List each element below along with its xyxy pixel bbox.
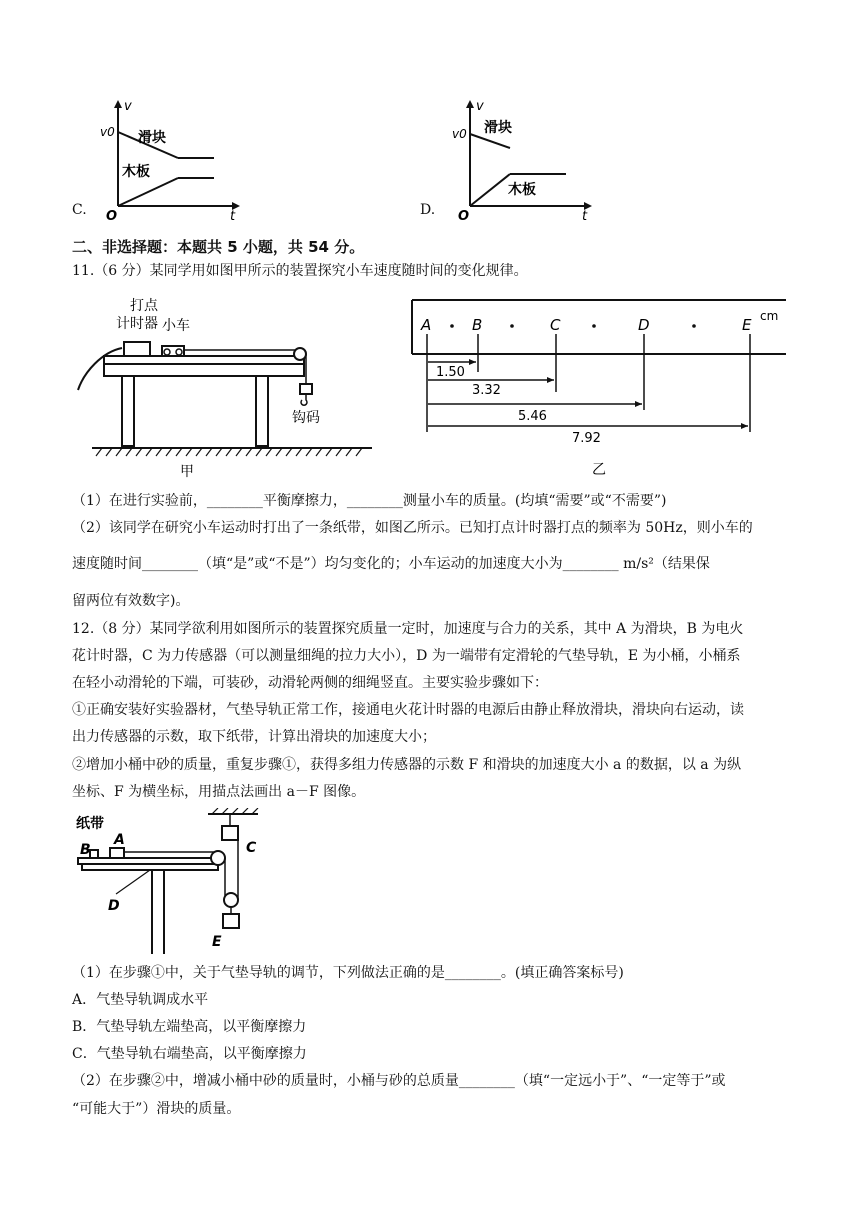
t-axis-label: t xyxy=(582,209,588,222)
slider-label: 滑块 xyxy=(138,130,166,146)
q12-option-b: B．气垫导轨左端垫高，以平衡摩擦力 xyxy=(72,1019,307,1035)
q11-part2-line2: 速度随时间________（填“是”或“不是”）均匀变化的；小车运动的加速度大小为________ m/s²（结果保 xyxy=(72,556,710,572)
q12-step1-line2: 出力传感器的示数，取下纸带，计算出滑块的加速度大小； xyxy=(72,729,436,745)
section-title: 二、非选择题：本题共 5 小题，共 54 分。 xyxy=(72,238,365,256)
q11-figure-yi xyxy=(406,292,786,482)
q12-part1: （1）在步骤①中，关于气垫导轨的调节，下列做法正确的是________。(填正确答案标号) xyxy=(72,965,624,981)
point-d: D xyxy=(638,316,650,334)
origin-label: O xyxy=(106,209,118,222)
q12-part2-line1: （2）在步骤②中，增减小桶中砂的质量时，小桶与砂的总质量________（填“一定远小于”、“一定等于”或 xyxy=(72,1073,726,1089)
dist-ae: 7.92 xyxy=(572,431,601,446)
label-a: A xyxy=(114,832,125,848)
q11-intro: 11.（6 分）某同学用如图甲所示的装置探究小车速度随时间的变化规律。 xyxy=(72,263,528,279)
point-b: B xyxy=(472,316,483,334)
dist-ac: 3.32 xyxy=(472,383,501,398)
t-axis-label: t xyxy=(230,209,236,222)
caption-yi: 乙 xyxy=(592,462,606,478)
q12-step2-line2: 坐标、F 为横坐标，用描点法画出 a－F 图像。 xyxy=(72,784,366,800)
q12-step1-line1: ①正确安装好实验器材，气垫导轨正常工作，接通电火花计时器的电源后由静止释放滑块，滑块向右运动，读 xyxy=(72,702,744,718)
v-axis-label: v xyxy=(124,99,132,114)
q12-step2-line1: ②增加小桶中砂的质量，重复步骤①，获得多组力传感器的示数 F 和滑块的加速度大小 a 的数据，以 a 为纵 xyxy=(72,757,742,773)
q11-figure-jia xyxy=(72,292,372,482)
point-a: A xyxy=(421,316,432,334)
q12-option-a: A．气垫导轨调成水平 xyxy=(72,992,209,1008)
point-c: C xyxy=(550,316,561,334)
q12-intro-3: 在轻小动滑轮的下端，可装砂，动滑轮两侧的细绳竖直。主要实验步骤如下： xyxy=(72,675,548,691)
dist-ab: 1.50 xyxy=(436,365,465,380)
option-d-graph xyxy=(448,96,598,222)
option-d-label: D. xyxy=(420,202,436,218)
board-label: 木板 xyxy=(508,182,536,198)
weight-label: 钩码 xyxy=(292,410,320,426)
option-c-label: C. xyxy=(72,202,87,218)
cart-label: 小车 xyxy=(162,318,190,334)
origin-label: O xyxy=(458,209,470,222)
caption-jia: 甲 xyxy=(180,464,194,480)
label-b: B xyxy=(80,842,91,858)
v0-label: v0 xyxy=(100,125,115,139)
v0-label: v0 xyxy=(452,127,467,141)
dist-ad: 5.46 xyxy=(518,409,547,424)
q12-intro-2: 花计时器，C 为力传感器（可以测量细绳的拉力大小），D 为一端带有定滑轮的气垫导轨，E 为小桶，小桶系 xyxy=(72,648,741,664)
q12-figure xyxy=(72,808,272,954)
label-c: C xyxy=(246,840,257,856)
slider-label: 滑块 xyxy=(484,120,512,136)
v-axis-label: v xyxy=(476,99,484,114)
point-e: E xyxy=(742,316,752,334)
label-d: D xyxy=(108,898,120,914)
q11-part2-line3: 留两位有效数字)。 xyxy=(72,593,190,609)
timer-label-2: 计时器 xyxy=(116,316,158,332)
q12-option-c: C．气垫导轨右端垫高，以平衡摩擦力 xyxy=(72,1046,307,1062)
timer-label-1: 打点 xyxy=(130,298,158,314)
q12-part2-line2: “可能大于”）滑块的质量。 xyxy=(72,1101,241,1117)
q11-part2-line1: （2）该同学在研究小车运动时打出了一条纸带，如图乙所示。已知打点计时器打点的频率为 50Hz，则小车的 xyxy=(72,520,753,536)
tape-label: 纸带 xyxy=(76,816,104,832)
unit-label: cm xyxy=(760,309,779,323)
q11-part1: （1）在进行实验前，________平衡摩擦力，________测量小车的质量。(均填“需要”或“不需要”) xyxy=(72,493,667,509)
board-label: 木板 xyxy=(122,164,150,180)
option-c-graph xyxy=(96,96,246,222)
label-e: E xyxy=(212,934,222,950)
q12-intro-1: 12.（8 分）某同学欲利用如图所示的装置探究质量一定时，加速度与合力的关系，其中 A 为滑块，B 为电火 xyxy=(72,621,744,637)
